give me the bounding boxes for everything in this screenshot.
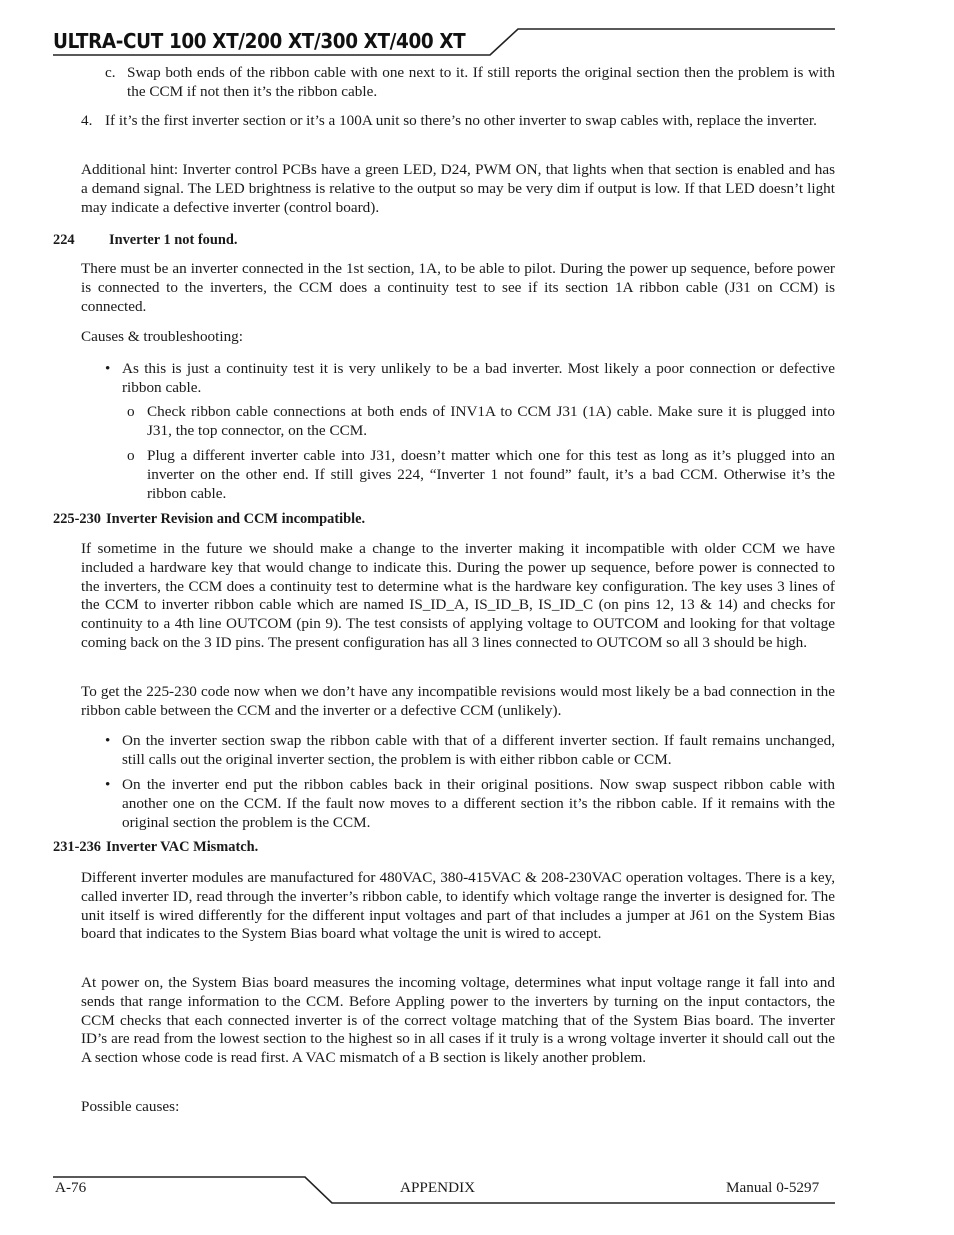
section-title: Inverter VAC Mismatch.	[105, 839, 259, 855]
bullet-marker: •	[105, 776, 111, 793]
paragraph: Possible causes:	[81, 1098, 180, 1115]
paragraph: To get the 225-230 code now when we don’t have any incompatible revisions would most likely be a bad connection in the ribbon cable between the CCM and the inverter or a defective CCM (unlikely).	[81, 683, 835, 719]
list-label-c: c.	[105, 64, 116, 81]
section-heading-231-236	[53, 838, 258, 857]
paragraph: If sometime in the future we should make a change to the inverter making it incompatible with older CCM we have included a hardware key that would change to indicate this. During the power up sequence, before power is connected to the inverters, the CCM does a continuity test to determine what is the hardware key configuration. The key uses 3 lines of the CCM to inverter ribbon cable which are named IS_ID_A, IS_ID_B, IS_ID_C (on pins 12, 13 & 14) and checks for continuity to a 4th line OUTCOM (pin 9). The test consists of applying voltage to OUTCOM and looking for that voltage coming back on the 3 ID pins. The present configuration has all 3 lines connected to OUTCOM so all 3 should be high.	[81, 540, 835, 651]
paragraph: Causes & troubleshooting:	[81, 328, 243, 345]
section-heading-225-230	[53, 510, 365, 529]
paragraph: Different inverter modules are manufactured for 480VAC, 380-415VAC & 208-230VAC operation voltages. There is a key, called inverter ID, read through the inverter’s ribbon cable, to identify which voltage range the inverter is designed for. The unit itself is wired differently for the different input voltages and part of that includes a jumper at J61 on the System Bias board that indicates to the System Bias board what voltage the unit is wired to accept.	[81, 869, 835, 943]
section-number: 224	[53, 232, 75, 248]
footer-section-name: APPENDIX	[400, 1179, 476, 1196]
list-item-c: Swap both ends of the ribbon cable with one next to it. If still reports the original section then the problem is with the CCM if not then it’s the ribbon cable.	[127, 64, 835, 100]
footer-manual-number: Manual 0-5297	[726, 1179, 820, 1196]
bullet-marker: •	[105, 732, 111, 749]
footer-page-number: A-76	[55, 1179, 87, 1196]
section-heading-224	[53, 231, 237, 250]
bullet-item: As this is just a continuity test it is very unlikely to be a bad inverter. Most likely a poor connection or defective ribbon cable.	[122, 360, 835, 396]
document-header-title: ULTRA-CUT 100 XT/200 XT/300 XT/400 XT	[53, 29, 466, 53]
paragraph: At power on, the System Bias board measures the incoming voltage, determines what input voltage range it fall into and sends that range information to the CCM. Before Appling power to the inverters by turning on the input contactors, the CCM checks that each connected inverter is of the correct voltage matching that of the System Bias board. The inverter ID’s are read from the lowest section to the highest so in all cases if it truly is a wrong voltage inverter it should call out the A section whose code is read first. A VAC mismatch of a B section is likely another problem.	[81, 974, 835, 1067]
bullet-marker: •	[105, 360, 111, 377]
list-label-4: 4.	[81, 112, 93, 129]
sub-bullet-marker: o	[127, 447, 135, 464]
header-rule	[53, 29, 835, 55]
sub-bullet-marker: o	[127, 403, 135, 420]
section-title: Inverter 1 not found.	[109, 232, 238, 248]
list-item-4: If it’s the first inverter section or it’s a 100A unit so there’s no other inverter to swap cables with, replace the inverter.	[105, 112, 817, 129]
bullet-item: On the inverter section swap the ribbon cable with that of a different inverter section. If fault remains unchanged, still calls out the original inverter section, the problem is with either ribbon cable or CCM.	[122, 732, 835, 768]
bullet-item: On the inverter end put the ribbon cables back in their original positions. Now swap suspect ribbon cable with another one on the CCM. If the fault now moves to a different section it’s the ribbon cable. If it remains with the original section the problem is the CCM.	[122, 776, 835, 831]
paragraph: There must be an inverter connected in the 1st section, 1A, to be able to pilot. During the power up sequence, before power is connected to the inverters, the CCM does a continuity test to see if its section 1A ribbon cable (J31 on CCM) is connected.	[81, 260, 835, 315]
section-title: Inverter Revision and CCM incompatible.	[105, 511, 366, 527]
additional-hint-paragraph: Additional hint: Inverter control PCBs have a green LED, D24, PWM ON, that lights when that section is enabled and has a demand signal. The LED brightness is relative to the output so may be very dim if output is low. If that LED doesn’t light may indicate a defective inverter (control board).	[81, 161, 835, 216]
section-number: 225-230	[53, 511, 101, 527]
section-number: 231-236	[53, 839, 101, 855]
sub-bullet-item: Check ribbon cable connections at both ends of INV1A to CCM J31 (1A) cable. Make sure it is plugged into J31, the top connector, on the CCM.	[147, 403, 835, 439]
sub-bullet-item: Plug a different inverter cable into J31, doesn’t matter which one for this test as long as it’s plugged into an inverter on the other end. If still gives 224, “Inverter 1 not found” fault, it’s a bad CCM. Otherwise it’s the ribbon cable.	[147, 447, 835, 502]
